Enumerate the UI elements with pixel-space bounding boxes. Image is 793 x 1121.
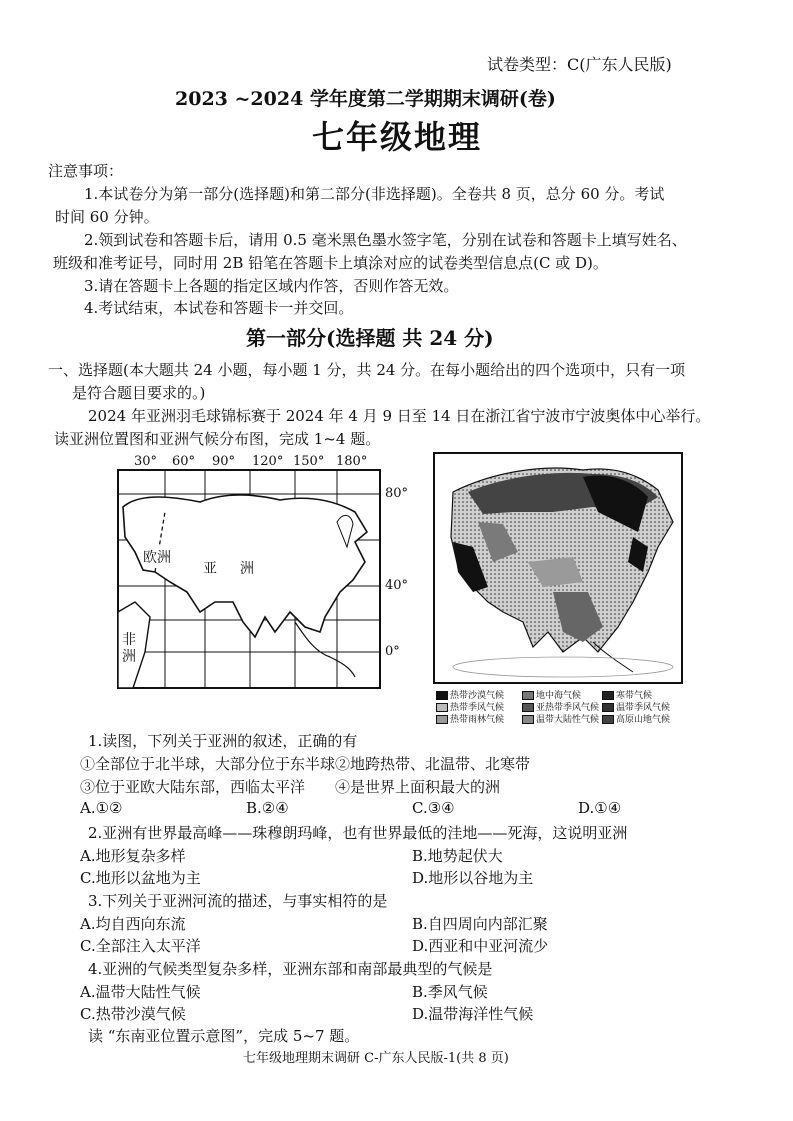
section-intro-cont: 是符合题目要求的。) (72, 384, 206, 402)
note-1: 1.本试卷分为第一部分(选择题)和第二部分(非选择题)。全卷共 8 页，总分 60 分。考试 (84, 185, 665, 203)
asia-climate-map-svg (433, 452, 683, 684)
asia-location-map-svg (115, 452, 415, 697)
q1-statement-1: ①全部位于北半球，大部分位于东半球②地跨热带、北温带、北寒带 (80, 755, 531, 773)
q3-option-a: A.均自西向东流 (80, 915, 186, 933)
subject-title: 七年级地理 (312, 118, 483, 156)
q4-option-d: D.温带海洋性气候 (412, 1005, 534, 1023)
lon-label-120: 120° (252, 454, 284, 469)
note-4: 4.考试结束，本试卷和答题卡一并交回。 (84, 299, 354, 317)
legend-item (602, 712, 670, 725)
lon-label-150: 150° (293, 454, 325, 469)
q1-option-a: A.①② (80, 799, 123, 817)
legend-swatch (602, 703, 614, 712)
q1-option-d: D.①④ (578, 799, 622, 817)
note-1-cont: 时间 60 分钟。 (55, 208, 159, 226)
legend-item (436, 712, 504, 725)
q2-option-c: C.地形以盆地为主 (80, 869, 201, 887)
legend-label: 温带大陆性气候 (536, 715, 600, 725)
q2-stem: 2.亚洲有世界最高峰——珠穆朗玛峰，也有世界最低的洼地——死海，这说明亚洲 (88, 824, 628, 842)
legend-label: 地中海气候 (536, 691, 582, 701)
legend-label: 热带季风气候 (450, 703, 505, 713)
lon-label-30: 30° (134, 454, 158, 469)
lon-label-180: 180° (336, 454, 368, 469)
region-europe: 欧洲 (143, 547, 171, 567)
q1-statement-2: ③位于亚欧大陆东部，西临太平洋 ④是世界上面积最大的洲 (80, 778, 501, 796)
q3-option-b: B.自四周向内部汇聚 (412, 915, 548, 933)
q2-option-a: A.地形复杂多样 (80, 847, 186, 865)
legend-swatch (522, 703, 534, 712)
region-africa: 非洲 (122, 632, 136, 665)
lon-label-90: 90° (212, 454, 236, 469)
legend-swatch (436, 703, 448, 712)
lat-label-40: 40° (385, 578, 409, 593)
exam-year-title: 2023 ~2024 学年度第二学期期末调研(卷) (175, 88, 556, 110)
note-2: 2.领到试卷和答题卡后，请用 0.5 毫米黑色墨水签字笔，分别在试卷和答题卡上填写姓名、 (84, 231, 687, 249)
legend-label: 高原山地气候 (616, 715, 671, 725)
legend-swatch (522, 691, 534, 700)
lat-label-0: 0° (385, 644, 400, 659)
context-paragraph-cont: 读亚洲位置图和亚洲气候分布图，完成 1~4 题。 (54, 430, 381, 448)
climate-legend (436, 688, 696, 728)
q4-option-b: B.季风气候 (412, 983, 488, 1001)
legend-swatch (436, 715, 448, 724)
q4-stem: 4.亚洲的气候类型复杂多样，亚洲东部和南部最典型的气候是 (88, 960, 493, 978)
q3-stem: 3.下列关于亚洲河流的描述，与事实相符的是 (88, 892, 388, 910)
next-question-prompt: 读 “东南亚位置示意图”，完成 5~7 题。 (88, 1027, 360, 1045)
q2-option-b: B.地势起伏大 (412, 847, 503, 865)
region-asia-1: 亚 (203, 558, 217, 578)
legend-swatch (522, 715, 534, 724)
context-paragraph: 2024 年亚洲羽毛球锦标赛于 2024 年 4 月 9 日至 14 日在浙江省宁波市宁波奥体中心举行。 (88, 407, 711, 425)
lon-label-60: 60° (172, 454, 196, 469)
legend-swatch (602, 691, 614, 700)
legend-label: 亚热带季风气候 (536, 703, 600, 713)
legend-swatch (436, 691, 448, 700)
lat-label-80: 80° (385, 486, 409, 501)
notes-title: 注意事项： (48, 162, 124, 180)
note-2-cont: 班级和准考证号，同时用 2B 铅笔在答题卡上填涂对应的试卷类型信息点(C 或 D)。 (53, 254, 608, 272)
legend-label: 热带雨林气候 (450, 715, 505, 725)
legend-label: 温带季风气候 (616, 703, 671, 713)
asia-location-map (115, 452, 415, 697)
q4-option-c: C.热带沙漠气候 (80, 1005, 186, 1023)
page-footer: 七年级地理期末调研 C-广东人民版-1(共 8 页) (243, 1051, 509, 1066)
paper-type-label: 试卷类型：C(广东人民版) (487, 55, 672, 74)
legend-label: 热带沙漠气候 (450, 691, 505, 701)
section-title: 第一部分(选择题 共 24 分) (246, 326, 494, 350)
legend-label: 寒带气候 (616, 691, 653, 701)
legend-swatch (602, 715, 614, 724)
q1-stem: 1.读图，下列关于亚洲的叙述，正确的有 (88, 732, 358, 750)
region-asia-2: 洲 (240, 558, 254, 578)
asia-climate-map (433, 452, 683, 684)
q1-option-c: C.③④ (412, 799, 455, 817)
q2-option-d: D.地形以谷地为主 (412, 869, 534, 887)
q4-option-a: A.温带大陆性气候 (80, 983, 201, 1001)
q3-option-c: C.全部注入太平洋 (80, 937, 201, 955)
q3-option-d: D.西亚和中亚河流少 (412, 937, 549, 955)
q1-option-b: B.②④ (246, 799, 289, 817)
section-intro: 一、选择题(本大题共 24 小题，每小题 1 分，共 24 分。在每小题给出的四个选项中，只有一项 (48, 361, 686, 379)
legend-item (522, 712, 599, 725)
note-3: 3.请在答题卡上各题的指定区域内作答，否则作答无效。 (84, 277, 459, 295)
